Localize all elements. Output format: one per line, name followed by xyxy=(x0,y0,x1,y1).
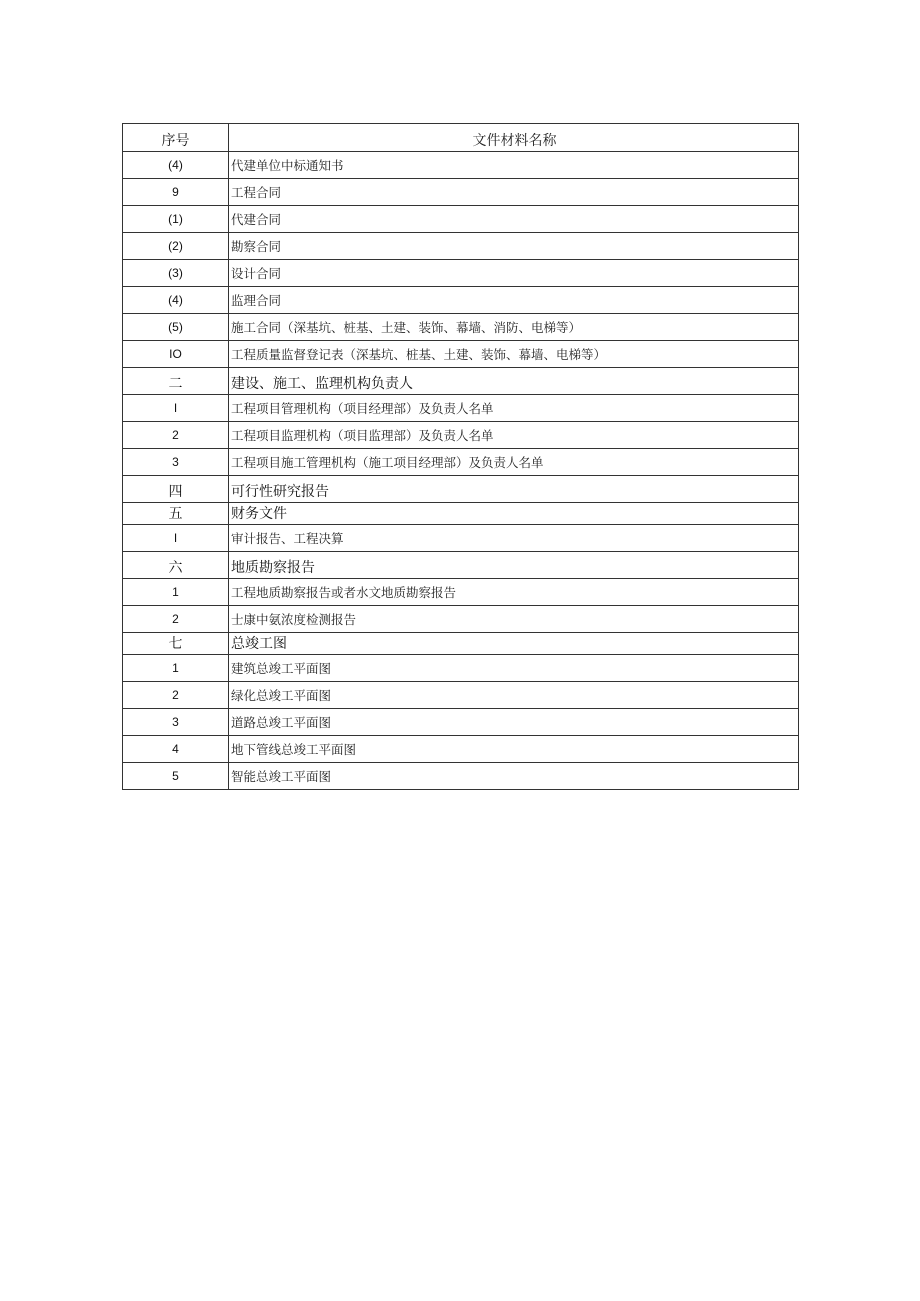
row-file-name: 道路总竣工平面图 xyxy=(229,709,799,736)
row-file-name: 地质勘察报告 xyxy=(229,552,799,579)
table-row xyxy=(123,395,799,422)
table-row xyxy=(123,709,799,736)
row-serial-number: 1 xyxy=(123,655,229,682)
table-row xyxy=(123,422,799,449)
row-file-name: 工程项目施工管理机构（施工项目经理部）及负责人名单 xyxy=(229,449,799,476)
row-serial-number: 五 xyxy=(123,503,229,525)
row-serial-number: (4) xyxy=(123,152,229,179)
row-serial-number: (3) xyxy=(123,260,229,287)
table-row xyxy=(123,682,799,709)
section-row xyxy=(123,503,799,525)
table-row xyxy=(123,287,799,314)
row-file-name: 可行性研究报告 xyxy=(229,476,799,503)
row-file-name: 勘察合同 xyxy=(229,233,799,260)
row-file-name: 地下管线总竣工平面图 xyxy=(229,736,799,763)
row-file-name: 工程项目监理机构（项目监理部）及负责人名单 xyxy=(229,422,799,449)
row-file-name: 代建单位中标通知书 xyxy=(229,152,799,179)
table-row xyxy=(123,314,799,341)
row-file-name: 工程合同 xyxy=(229,179,799,206)
row-file-name: 设计合同 xyxy=(229,260,799,287)
table-row xyxy=(123,763,799,790)
table-body xyxy=(123,124,799,790)
table-row xyxy=(123,206,799,233)
file-materials-table xyxy=(122,123,799,790)
section-row xyxy=(123,633,799,655)
row-file-name: 绿化总竣工平面图 xyxy=(229,682,799,709)
section-row xyxy=(123,476,799,503)
table-row xyxy=(123,233,799,260)
table-row xyxy=(123,260,799,287)
row-serial-number: (5) xyxy=(123,314,229,341)
table-row xyxy=(123,579,799,606)
row-serial-number: 4 xyxy=(123,736,229,763)
section-row xyxy=(123,368,799,395)
row-serial-number: 2 xyxy=(123,682,229,709)
row-serial-number: (2) xyxy=(123,233,229,260)
row-file-name: 士康中氨浓度检测报告 xyxy=(229,606,799,633)
table-row xyxy=(123,449,799,476)
row-serial-number: 1 xyxy=(123,579,229,606)
table-row xyxy=(123,341,799,368)
header-serial-number: 序号 xyxy=(123,124,229,152)
row-serial-number: 七 xyxy=(123,633,229,655)
row-file-name: 智能总竣工平面图 xyxy=(229,763,799,790)
row-file-name: 工程质量监督登记表（深基坑、桩基、土建、装饰、幕墙、电梯等） xyxy=(229,341,799,368)
row-serial-number: (4) xyxy=(123,287,229,314)
row-serial-number: 3 xyxy=(123,709,229,736)
row-serial-number: 2 xyxy=(123,606,229,633)
table-row xyxy=(123,736,799,763)
row-file-name: 建筑总竣工平面图 xyxy=(229,655,799,682)
header-file-name: 文件材料名称 xyxy=(229,124,799,152)
row-file-name: 审计报告、工程决算 xyxy=(229,525,799,552)
row-serial-number: 四 xyxy=(123,476,229,503)
row-serial-number: 二 xyxy=(123,368,229,395)
row-serial-number: I xyxy=(123,395,229,422)
row-file-name: 工程地质勘察报告或者水文地质勘察报告 xyxy=(229,579,799,606)
row-serial-number: (1) xyxy=(123,206,229,233)
row-serial-number: 3 xyxy=(123,449,229,476)
table-header-row xyxy=(123,124,799,152)
row-file-name: 建设、施工、监理机构负责人 xyxy=(229,368,799,395)
section-row xyxy=(123,552,799,579)
row-file-name: 财务文件 xyxy=(229,503,799,525)
row-file-name: 总竣工图 xyxy=(229,633,799,655)
row-file-name: 监理合同 xyxy=(229,287,799,314)
row-serial-number: 5 xyxy=(123,763,229,790)
row-serial-number: IO xyxy=(123,341,229,368)
row-serial-number: 2 xyxy=(123,422,229,449)
table-row xyxy=(123,606,799,633)
table-row xyxy=(123,179,799,206)
row-file-name: 施工合同（深基坑、桩基、土建、装饰、幕墙、消防、电梯等） xyxy=(229,314,799,341)
row-file-name: 代建合同 xyxy=(229,206,799,233)
table-row xyxy=(123,655,799,682)
table-row xyxy=(123,152,799,179)
row-serial-number: 六 xyxy=(123,552,229,579)
row-serial-number: I xyxy=(123,525,229,552)
row-file-name: 工程项目管理机构（项目经理部）及负责人名单 xyxy=(229,395,799,422)
row-serial-number: 9 xyxy=(123,179,229,206)
table-row xyxy=(123,525,799,552)
